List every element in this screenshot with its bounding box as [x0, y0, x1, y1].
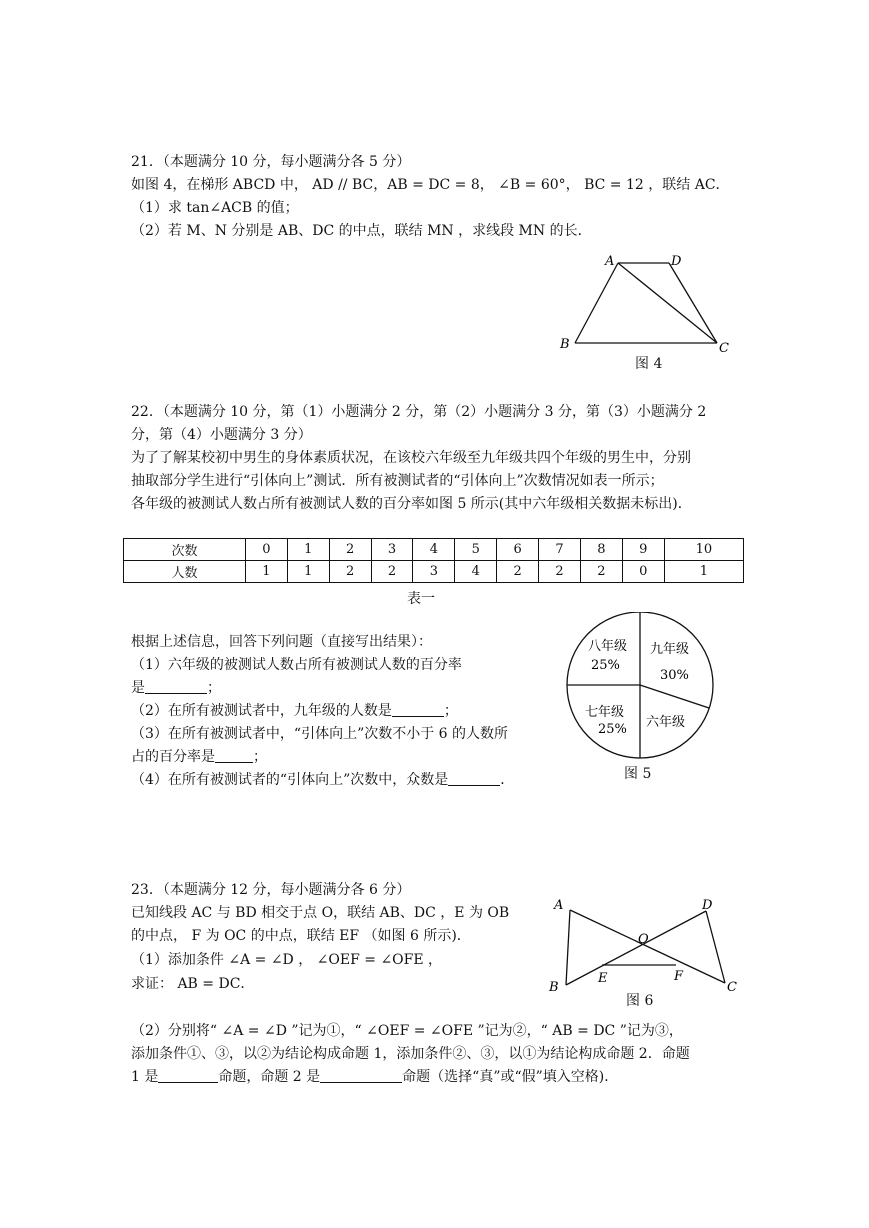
table-cell: 3 [371, 539, 413, 561]
q23-line6: 添加条件①、③，以②为结论构成命题 1，添加条件②、③，以①为结论构成命题 2．命题 [131, 1046, 690, 1062]
label-c: C [719, 341, 729, 356]
figure-5-caption: 图 5 [624, 766, 652, 782]
answer-blank-q1 [145, 679, 207, 694]
segment-dc [706, 911, 725, 983]
table-cell: 6 [497, 539, 539, 561]
table-cell: 5 [455, 539, 497, 561]
q23-line2: 的中点， F 为 OC 的中点，联结 EF （如图 6 所示)． [131, 928, 471, 944]
answer-blank-q2 [392, 702, 444, 717]
table-header-cell: 次数 [124, 539, 246, 561]
q23-line1: 已知线段 AC 与 BD 相交于点 O，联结 AB、DC ，E 为 OB [131, 905, 510, 921]
figure-4-caption: 图 4 [635, 356, 663, 372]
q22-q1-line1: （1）六年级的被测试人数占所有被测试人数的百分率 [131, 657, 462, 673]
label-f: F [674, 969, 684, 984]
q22-q3-line1: （3）在所有被测试者中，“引体向上”次数不小于 6 的人数所 [131, 726, 509, 742]
q23-header: 23．（本题满分 12 分，每小题满分各 6 分） [131, 882, 411, 898]
pie-label-grade7: 七年级 [585, 705, 625, 720]
pie-label-grade8: 八年级 [588, 639, 628, 654]
table-cell: 2 [329, 561, 371, 583]
table-cell: 1 [664, 561, 743, 583]
q23-line5: （2）分别将“ ∠A = ∠D ”记为①，“ ∠OEF = ∠OFE ”记为②，“ AB = DC ”记为③， [131, 1023, 683, 1039]
q23-line4: 求证： AB = DC． [131, 976, 255, 992]
answer-blank-proposition-2 [320, 1068, 402, 1083]
q22-q4: （4）在所有被测试者的“引体向上”次数中，众数是 ． [131, 772, 515, 788]
pie-divider-right [640, 685, 709, 708]
pie-label-grade9: 九年级 [650, 642, 690, 657]
segment-ab [566, 910, 570, 985]
table-cell: 4 [413, 539, 455, 561]
table-cell: 0 [245, 539, 287, 561]
table-cell: 1 [287, 539, 329, 561]
table-cell: 1 [287, 561, 329, 583]
table-cell: 2 [371, 561, 413, 583]
table-cell: 4 [455, 561, 497, 583]
table-cell: 8 [580, 539, 622, 561]
figure-6-caption: 图 6 [626, 993, 654, 1009]
segment-ac [618, 263, 717, 343]
table-1 [123, 538, 744, 583]
q21-part2: （2）若 M、N 分别是 AB、DC 的中点，联结 MN ，求线段 MN 的长． [131, 223, 592, 239]
segment-ab [575, 263, 618, 343]
table-header-cell: 人数 [124, 561, 246, 583]
table-cell: 2 [497, 561, 539, 583]
table-cell: 2 [329, 539, 371, 561]
label-o: O [638, 932, 649, 947]
table-cell: 7 [539, 539, 581, 561]
label-d: D [702, 898, 713, 913]
label-e: E [598, 971, 608, 986]
pie-label-grade6: 六年级 [646, 715, 686, 730]
pie-pct-grade7: 25% [598, 722, 627, 737]
table-1-caption: 表一 [407, 591, 435, 607]
table-cell: 2 [580, 561, 622, 583]
q22-intro-line1: 为了了解某校初中男生的身体素质状况，在该校六年级至九年级共四个年级的男生中，分别 [131, 450, 691, 466]
table-cell: 1 [245, 561, 287, 583]
q22-q2: （2）在所有被测试者中，九年级的人数是 ； [131, 703, 458, 719]
q22-intro-line3: 各年级的被测试人数占所有被测试人数的百分率如图 5 所示(其中六年级相关数据未标出)． [131, 496, 692, 512]
figure-5-pie-chart [560, 612, 720, 762]
label-b: B [549, 980, 559, 995]
pie-pct-grade9: 30% [660, 668, 689, 683]
q22-header-line2: 分，第（4）小题满分 3 分） [131, 427, 312, 443]
label-a: A [605, 254, 615, 269]
segment-dc [669, 263, 717, 343]
table-row-counts [124, 539, 744, 561]
q22-questions-intro: 根据上述信息，回答下列问题（直接写出结果）： [131, 634, 432, 650]
q22-header-line1: 22．（本题满分 10 分，第（1）小题满分 2 分，第（2）小题满分 3 分，第（3）小题满分 2 [131, 404, 707, 420]
label-a: A [554, 898, 564, 913]
q23-line3: （1）添加条件 ∠A = ∠D ， ∠OEF = ∠OFE ， [131, 952, 443, 968]
label-c: C [727, 980, 737, 995]
q23-line7: 1 是 命题，命题 2 是 命题（选择“真”或“假”填入空格)． [131, 1069, 619, 1085]
table-cell: 0 [622, 561, 664, 583]
q22-q1-line2: 是 ； [131, 680, 221, 696]
segment-bd [566, 911, 706, 985]
table-row-people [124, 561, 744, 583]
table-cell: 9 [622, 539, 664, 561]
q22-intro-line2: 抽取部分学生进行“引体向上”测试．所有被测试者的“引体向上”次数情况如表一所示； [131, 473, 664, 489]
table-cell: 2 [539, 561, 581, 583]
table-cell: 3 [413, 561, 455, 583]
q22-q3-line2: 占的百分率是 ； [131, 749, 267, 765]
pie-pct-grade8: 25% [591, 658, 620, 673]
label-d: D [671, 254, 682, 269]
figure-6-bowtie [540, 893, 745, 1003]
answer-blank-q3 [215, 748, 253, 763]
table-cell: 10 [664, 539, 743, 561]
answer-blank-proposition-1 [158, 1068, 218, 1083]
q21-stem: 如图 4，在梯形 ABCD 中， AD // BC，AB = DC = 8， ∠B = 60°， BC = 12 ，联结 AC． [131, 177, 730, 193]
label-b: B [560, 337, 570, 352]
q21-part1: （1）求 tan∠ACB 的值； [131, 200, 299, 216]
answer-blank-q4 [448, 771, 500, 786]
q21-header: 21．（本题满分 10 分，每小题满分各 5 分） [131, 154, 411, 170]
